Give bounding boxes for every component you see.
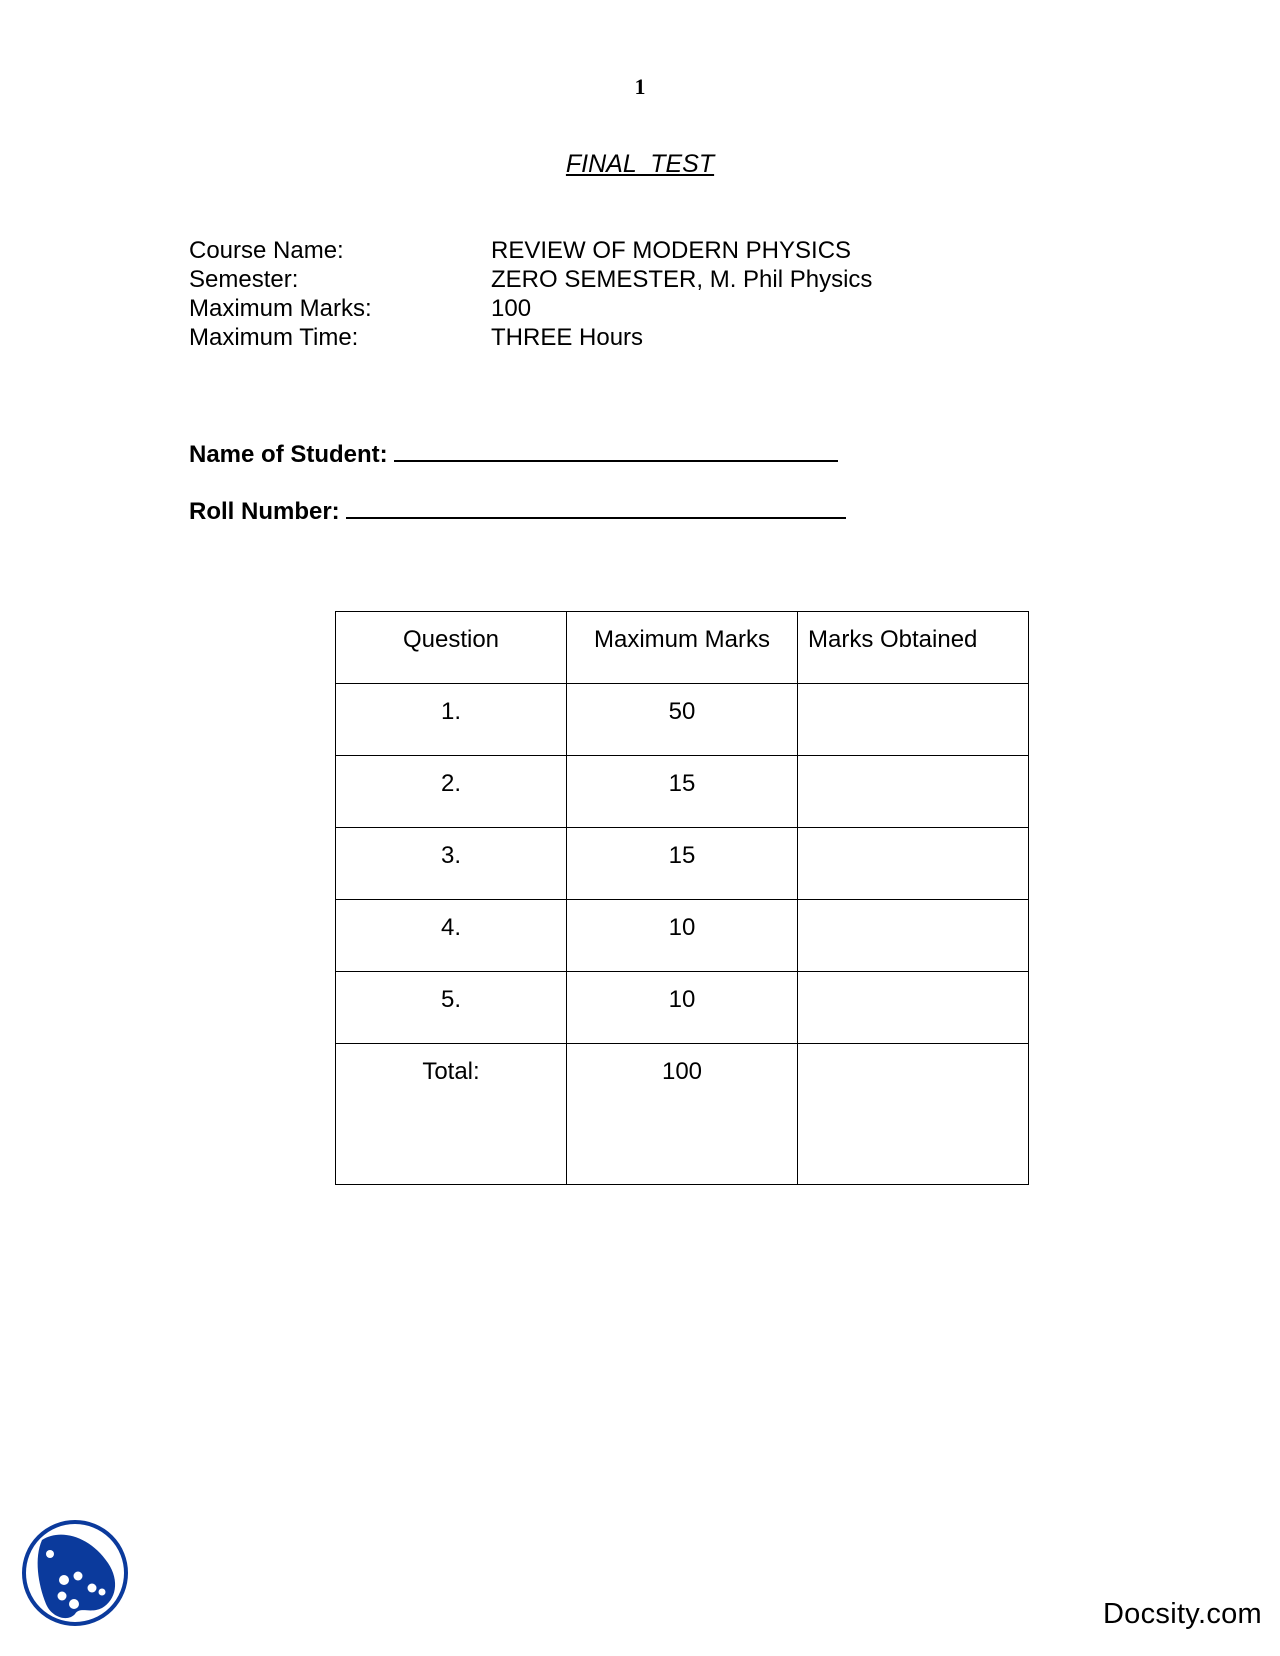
header-cell-maximum-marks: Maximum Marks — [567, 612, 798, 684]
course-info-row — [189, 236, 872, 265]
student-name-label: Name of Student: — [189, 441, 388, 468]
table-row — [336, 828, 1029, 900]
maximum-marks-value: 100 — [491, 295, 532, 322]
max-marks-cell: 15 — [567, 828, 798, 900]
document-title — [0, 150, 1280, 179]
table-row — [336, 972, 1029, 1044]
course-info — [189, 236, 872, 352]
maximum-time-label: Maximum Time: — [189, 324, 359, 351]
question-cell: 3. — [336, 828, 567, 900]
course-info-row — [189, 323, 872, 352]
roll-number-blank[interactable] — [346, 495, 846, 519]
table-row-total — [336, 1044, 1029, 1185]
semester-value: ZERO SEMESTER, M. Phil Physics — [491, 266, 873, 293]
student-name-blank[interactable] — [394, 438, 838, 462]
header-cell-marks-obtained: Marks Obtained — [798, 612, 1029, 684]
course-name-value: REVIEW OF MODERN PHYSICS — [491, 237, 852, 264]
marks-obtained-cell[interactable] — [798, 756, 1029, 828]
roll-number-label: Roll Number: — [189, 498, 340, 525]
table-row — [336, 756, 1029, 828]
table-row — [336, 684, 1029, 756]
marks-obtained-cell[interactable] — [798, 828, 1029, 900]
course-info-row — [189, 294, 872, 323]
header-cell-question: Question — [336, 612, 567, 684]
maximum-marks-label: Maximum Marks: — [189, 295, 372, 322]
marks-obtained-cell[interactable] — [798, 900, 1029, 972]
question-cell: 4. — [336, 900, 567, 972]
course-name-label: Course Name: — [189, 237, 344, 264]
total-obtained-cell[interactable] — [798, 1044, 1029, 1185]
marks-table — [335, 611, 1029, 1185]
question-cell: 2. — [336, 756, 567, 828]
total-max-cell: 100 — [567, 1044, 798, 1185]
page-number: 1 — [634, 74, 646, 99]
max-marks-cell: 10 — [567, 900, 798, 972]
max-marks-cell: 10 — [567, 972, 798, 1044]
student-name-field — [189, 438, 838, 469]
table-row — [336, 900, 1029, 972]
max-marks-cell: 15 — [567, 756, 798, 828]
max-marks-cell: 50 — [567, 684, 798, 756]
marks-obtained-cell[interactable] — [798, 684, 1029, 756]
roll-number-field — [189, 495, 846, 526]
docsity-brand-text[interactable]: Docsity.com — [1102, 1598, 1262, 1630]
docsity-logo-icon — [20, 1518, 130, 1628]
maximum-time-value: THREE Hours — [491, 324, 644, 351]
document-title-text: FINAL TEST — [565, 150, 715, 178]
marks-obtained-cell[interactable] — [798, 972, 1029, 1044]
marks-table-header — [336, 612, 1029, 684]
course-info-row — [189, 265, 872, 294]
semester-label: Semester: — [189, 266, 299, 293]
total-label-cell: Total: — [336, 1044, 567, 1185]
question-cell: 5. — [336, 972, 567, 1044]
question-cell: 1. — [336, 684, 567, 756]
